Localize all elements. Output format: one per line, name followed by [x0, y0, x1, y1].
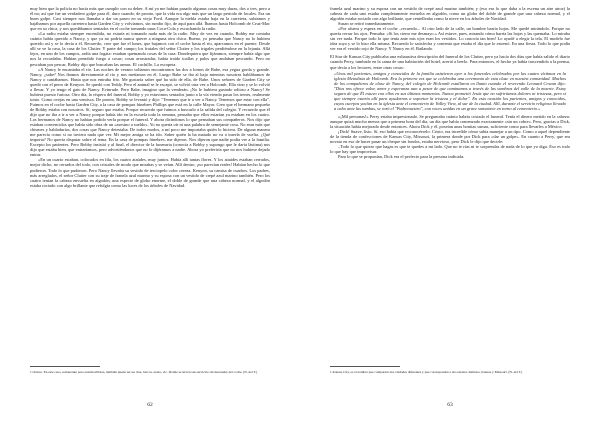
paragraph: franela azul marino y su esposa con un vestido de crepé azul marino también; y (eso era lo que daba a la escena un aire atroz) la cabeza de cada uno estaba completamente envuelta en algodón, como un globo del doble de grande que una cabeza normal, y el algodón estaba rociado con algo brillante, que centelleaba como la nieve en los árboles de Navidad. — [330, 6, 570, 22]
right-footnote: 1 Kansas City, es el nombre que comparten dos ciudades diferentes y que corresponden a dos estados distintos, Kansas y Missouri. (N. del T.) — [330, 370, 523, 374]
page-number: 62 — [147, 402, 153, 408]
paragraph: El Star de Kansas City publicaba una exhaustiva descripción del funeral de los Clutter, pero ya hacía dos días que había salido el diario cuando Perry, tumbado en la cama de una habitación del hotel, acertó a leerlo. Para entonces, el hecho ya había trascendido a la prensa, que decía a los lectores, entre otras cosas: — [330, 54, 570, 70]
left-footnote: 1 Ocurre. En este caso, restaurante para automovilistas, también puede ser un cine, barcos, teatro, etc. Donde se sirven sus servicios sin descender del coche. (N. del T.) — [30, 370, 258, 374]
paragraph: –Todo lo que quiero que hagas es que te quedes a mi lado. Que no te rías ni te sorprendas de nada de lo que yo diga. Eso es todo lo que hay que improvisar. — [330, 144, 570, 155]
paragraph: «Unos mil parientes, amigos y conocidos de la familia asistieron ayer a los funerales celebrados por las cuatro víctimas en la iglesia Metodista de Holcomb. Era la primera vez que se celebraba una ceremonia de esta clase en nuestra comunidad. Muchos de los compañeros de clase de Nancy, del colegio de Holcomb estallaron en llanto cuando el reverendo Leonard Cowan dijo: "Dios nos ofrece valor, amor y esperanza aun a pesar de que caminamos a través de las sombras del valle de la muerte. Estoy seguro de que Él estuvo con ellos en sus últimos momentos. Nunca prometió Jesús que no sufriríamos dolores ni tristezas, pero sí que siempre estaría allí para ayudarnos a soportar la tristeza y el dolor". En esta ocasión los parientes, amigos y conocidos, cuyos cuerpos yacían en la iglesia ante el cementerio de Valley View, al sur de la ciudad. Allí, durante el servicio religioso llevado a cabo ante las tumbas, se rezó el "Padrenuestro", con voces unidas en un grave sonsonete en torno al cementerio.» — [334, 70, 566, 111]
footnote-rule — [30, 366, 100, 367]
paragraph: «¡Mil personas!» Perry estaba impresionado. Se preguntaba cuánto habría costado el funeral. Tenía el dinero metido en la cabeza: aunque quizá mucho menos que a primera hora del día, un día que había comenzado exactamente «sin un cobre». Pero, gracias a Dick, la situación había mejorado desde entonces. Ahora Dick y él, poseían unas bonitas sumas, suficiente como para llevarles a México. — [330, 113, 570, 130]
page-number: 63 — [447, 402, 453, 408]
left-page-body — [30, 6, 270, 188]
paragraph: »Por afuera y espera en el coche –recuerdo–. Al otro lado de la calle, un hombre barría hojas. Me quedé mirándolo. Porque no quería cerrar los ojos. Pensaba: «Si los cierro me desmayo.» Así estuve, pues, mirando cómo barría las hojas y las quemaba. Lo miraba sin ver nada. Porque todo lo que tenía ante mis ojos eran los vestidos. Lo conocía tan bien! Lo ayudé a elegir la tela. El modelo fue idea suya y se lo hizo ella misma. Recuerdo lo satisfecha y contenta que estaba el día que lo estrenó. En una fiesta. Todo lo que podía ver era el vestido rojo de Nancy. Y Nancy en él. Bailando. — [330, 26, 570, 52]
paragraph: Susan se retiró inmediatamente. — [338, 21, 395, 27]
right-page-body — [330, 6, 570, 159]
paragraph: »En un cuarto estaban, colocados en fila, los cuatro ataúdes, muy juntos. Había allí tantas flores. Y los ataúdes estaban cerrados, mejor dicho, no cerrados del todo, con cristales de modo que mirabas y se veían. Allí dentro, ¡no parecían reales! Habían hecho lo que pudieron. Todo lo que pudieron. Pero Nancy llevaba su vestido de terciopelo color cereza. Kenyon, su camisa de cuadros. Los padres, más arreglados, el señor Clutter con su traje de franela azul marino y su esposa con un vestido de crepé azul marino también. Pero los cuatro tenían la cabeza envuelta en algodón, una especie de globo enorme, el doble de grande que una cabeza normal, y el algodón estaba rociado con algo brillante que refulgía como las luces de los árboles de Navidad. — [30, 157, 270, 188]
paragraph: ¡Dick! Suave, listo. Sí, eso había que reconocérselo. Cristo, era increíble cómo sabía manejar a un tipo. Como a aquel dependiente de la tienda de confecciones de Kansas City, Missouri, la primera donde por Dick para «dar un golpe». En cuanto a Perry, que era novato en eso de hacer pasar un cheque sin fondos, estaba nervioso, pero Dick le dijo que decirle: — [330, 129, 570, 145]
footnote-rule — [330, 366, 400, 367]
paragraph: »A Nancy le encantaba el río. Las noches de verano solíamos encontrarnos las dos a lomos de Babe, esa yegua gorda y grande. Nancy, ¿sabe? Nos íbamos directamente al río y nos metíamos en él. Luego Babe se iba al bajo mientras nosotras hablábamos de Nancy o cantábamos. Hasta que nos entraba frío. Me gustaría saber qué ha sido de ella, de Babe. Unos señores de Garden City se quedó con el perro de Kenyon. Se quedó con Teddy. Pero el animal se le escapó, se volvió otra vez a Holcomb. Ella vino y se lo volvió a llevar. Y yo tengo el gato de Nancy. Evinrude. Pero Babe, imagino que la venderán. ¡No le hubiera gustado odioso a Nancy! Se hubiera puesto furiosa. Otro día, la víspera del funeral, Bobby y yo estuvimos sentados junto a la vía viendo pasar los trenes, realmente tonto. Como ovejas en una ventisca. De pronto, Bobby se levantó y dijo: "Tenemos que ir a ver a Nancy. Tenemos que estar con ella". Fuimos en el coche hasta Garden City, a la casa de pompas fúnebres Phillips que está en la calle Mayor. Creo que el hermano pequeño de Bobby estaba con nosotros. Sí, seguro que estaba. Porque recuerdo que fuimos a buscarlo a la salida del colegio. Y recuerdo que él dijo que no iba a ir a ver a Nancy porque había ido en la escuela toda la semana, pensaba que ellos estarían ya estaban en los cuatro. Los hermanos de Nancy no habían podido verla porque el funeral. Y ahora dicíndonos lo que pensaban sus compañeros. Nos dijo que estaban convencidos que había sido obra de un «asesino a sueldo». Yo no quería oír ni una palabra de semejante cosa. No eran más que chismes y habladurías, dos cosas que Nancy detestaba. De todos modos, a mí poco me importaba quién lo hiciera. De alguna manera me parecía como si no tuviera nada que ver. Mi mejor amiga se ha ido. Saber quién la ha matado no va a traerla de vuelta. ¿Qué importa? No quería disputar sobre el tema. En la casa de pompas fúnebres, me dijeron. Nos dijeron que nadie podía ver a la familia. Excepto los parientes. Pero Bobby insistió y al final, el director de la funeraria (conocía a Bobby y supongo que le daría lástima) nos dijo que estaba bien, que entraríamos, pero advirtiéndonos que no lo dijéramos a nadie. Ahora yo preferiría que no nos hubiese dejado entrar. — [30, 66, 270, 158]
right-page — [300, 0, 600, 424]
paragraph: Para lo que se proponían, Dick era el perfecto para la persona indicada. — [338, 154, 465, 160]
paragraph: »La radio estaba siempre encendida, no estaría ni tomando nada más de la radio. Muy de vez en cuando, Bobby me contaba cuánto había querido a Nancy, y que ya no podría nunca querer a ninguna otra chica. Bueno, yo pensaba que Nancy no lo hubiera querido así y se lo decía a él. Recuerdo, creo que fue el lunes, que bajamos con el coche hasta el río, aparcamos en el puente. Desde allí se ve la casa, la casa de los Clutter. Y parte del campo; los frutales del señor Clutter y los trigales perdiéndose en la lejanía. Allá lejos, en uno de los campos, ardía una fogata: estaban quemando cosas de la casa. Dondequiera que fijáramos, siempre había algo que nos la recordaba. Habían prendido fuego a cosas; cosas arrastradas, había traído toallas y palos que andaban pescando. Pero no pescaban por pescar, Bobby dijo que buscaban las armas. El cuchillo. La escopeta. — [30, 31, 270, 67]
paragraph: muy bien que la policía no hacía más que cumplir con su deber. A mí ya me habían pasado algunas cosas muy duras, dos o tres, pero a él no; así que fue un verdadero golpe para él, duro cuando, de pronto, que la vida era algo más que un largo período de locales. Era un buen golpe. Casi siempre nos llamaba a dar un paseo en su viejo Ford. Aunque la niebla estaba baja en la carretera, subíamos y bajábamos por aquella carretera hasta Garden City y volvíamos, sin rumbo fijo, de aquí para allá. Íbamos hasta Holcomb de Cruz-Mac que en su chica, y nos quedábamos sentados en el coche tomando unas Coca-Cola y escuchando la radio. — [30, 6, 270, 32]
